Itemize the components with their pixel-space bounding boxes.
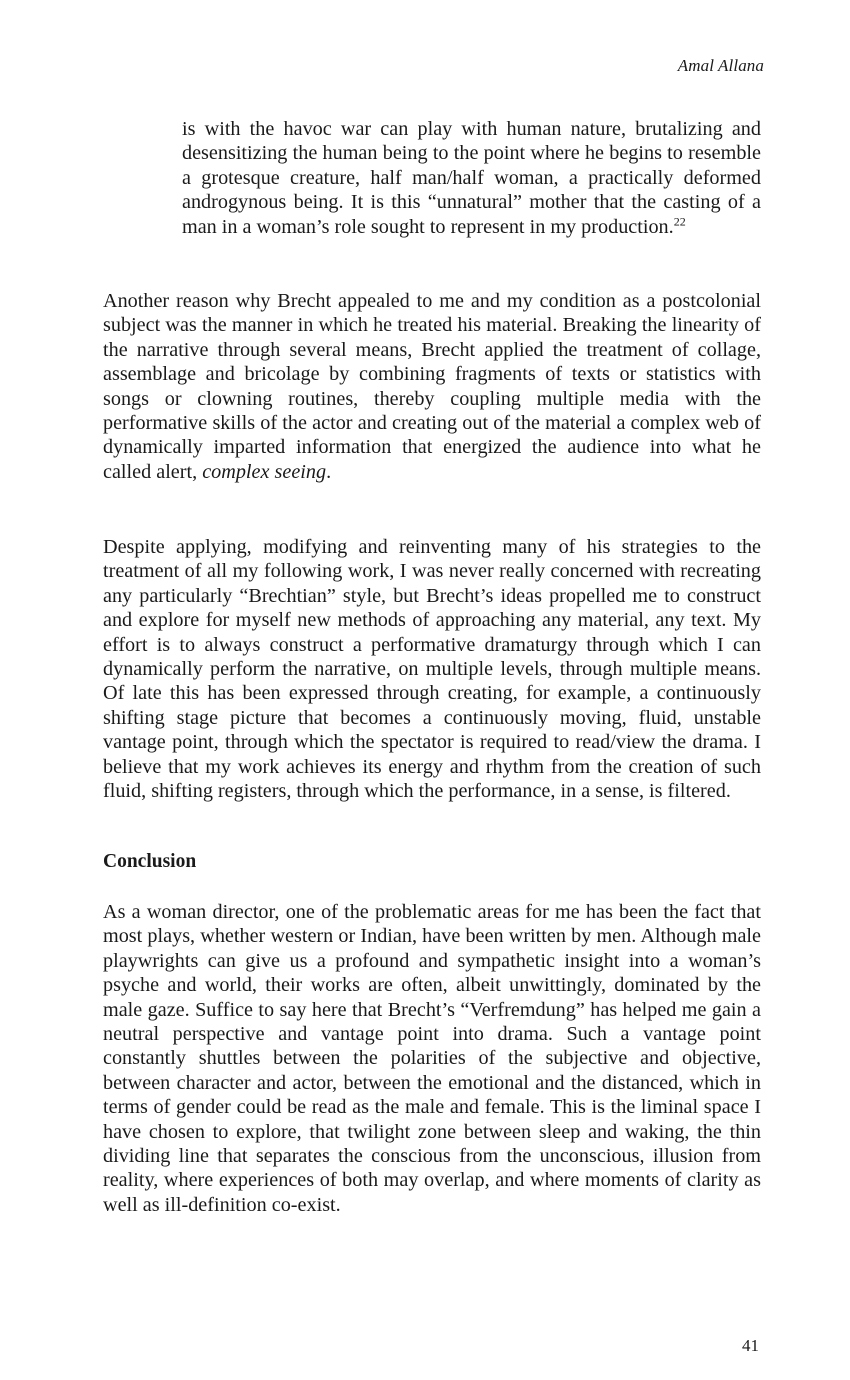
paragraph-conclusion (103, 900, 761, 1217)
quote-paragraph (182, 117, 761, 239)
page-number: 41 (742, 1336, 759, 1355)
footnote-marker: 22 (673, 213, 686, 228)
running-head-author: Amal Allana (677, 56, 764, 75)
block-quote (182, 117, 761, 239)
paragraph-end: . (326, 460, 332, 483)
section-heading: Conclusion (103, 851, 197, 872)
emphasis-text: complex seeing (202, 460, 327, 483)
quote-text: is with the havoc war can play with human nature, brutalizing and desensitizing the human being to the point where he begins to resemble a grotesque creature, half man/half woman, a practically deformed androgynous being. It is this “unnatural” mother that the casting of a man in a woman’s role sought to represent in my production. (182, 118, 761, 238)
paragraph-text: Despite applying, modifying and reinventing many of his strategies to the treatment of all my following work, I was never really concerned with recreating any particularly “Brechtian” style, but Brecht’s ideas propelled me to construct and explore for myself new methods of approaching any material, any text. My effort is to always construct a performative dramaturgy through which I can dynamically perform the narrative, on multiple levels, through multiple means. Of late this has been expressed through creating, for example, a continuously shifting stage picture that becomes a continuously moving, fluid, unstable vantage point, through which the spectator is required to read/view the drama. I believe that my work achieves its energy and rhythm from the creation of such fluid, shifting registers, through which the performance, in a sense, is filtered. (103, 536, 761, 803)
paragraph-text: Another reason why Brecht appealed to me and my condition as a postcolonial subject was the manner in which he treated his material. Breaking the linearity of the narrative through several means, Brecht applied the treatment of collage, assemblage and bricolage by combining fragments of texts or statistics with songs or clowning routines, thereby coupling multiple media with the performative skills of the actor and creating out of the material a complex web of dynamically imparted information that energized the audience into what he called alert, (103, 290, 761, 483)
paragraph-brecht-strategies (103, 535, 761, 803)
paragraph-text: As a woman director, one of the problematic areas for me has been the fact that most plays, whether western or Indian, have been written by men. Although male playwrights can give us a profound and sympathetic insight into a woman’s psyche and world, their works are often, albeit unwittingly, dominated by the male gaze. Suffice to say here that Brecht’s “Verfremdung” has helped me gain a neutral perspective and vantage point into drama. Such a vantage point constantly shuttles between the polarities of the subjective and objective, between character and actor, between the emotional and the distanced, which in terms of gender could be read as the male and female. This is the liminal space I have chosen to explore, that twilight zone between sleep and waking, the thin dividing line that separates the conscious from the unconscious, illusion from reality, where experiences of both may overlap, and where moments of clarity as well as ill-definition co-exist. (103, 901, 761, 1216)
paragraph-brecht-material (103, 289, 761, 484)
